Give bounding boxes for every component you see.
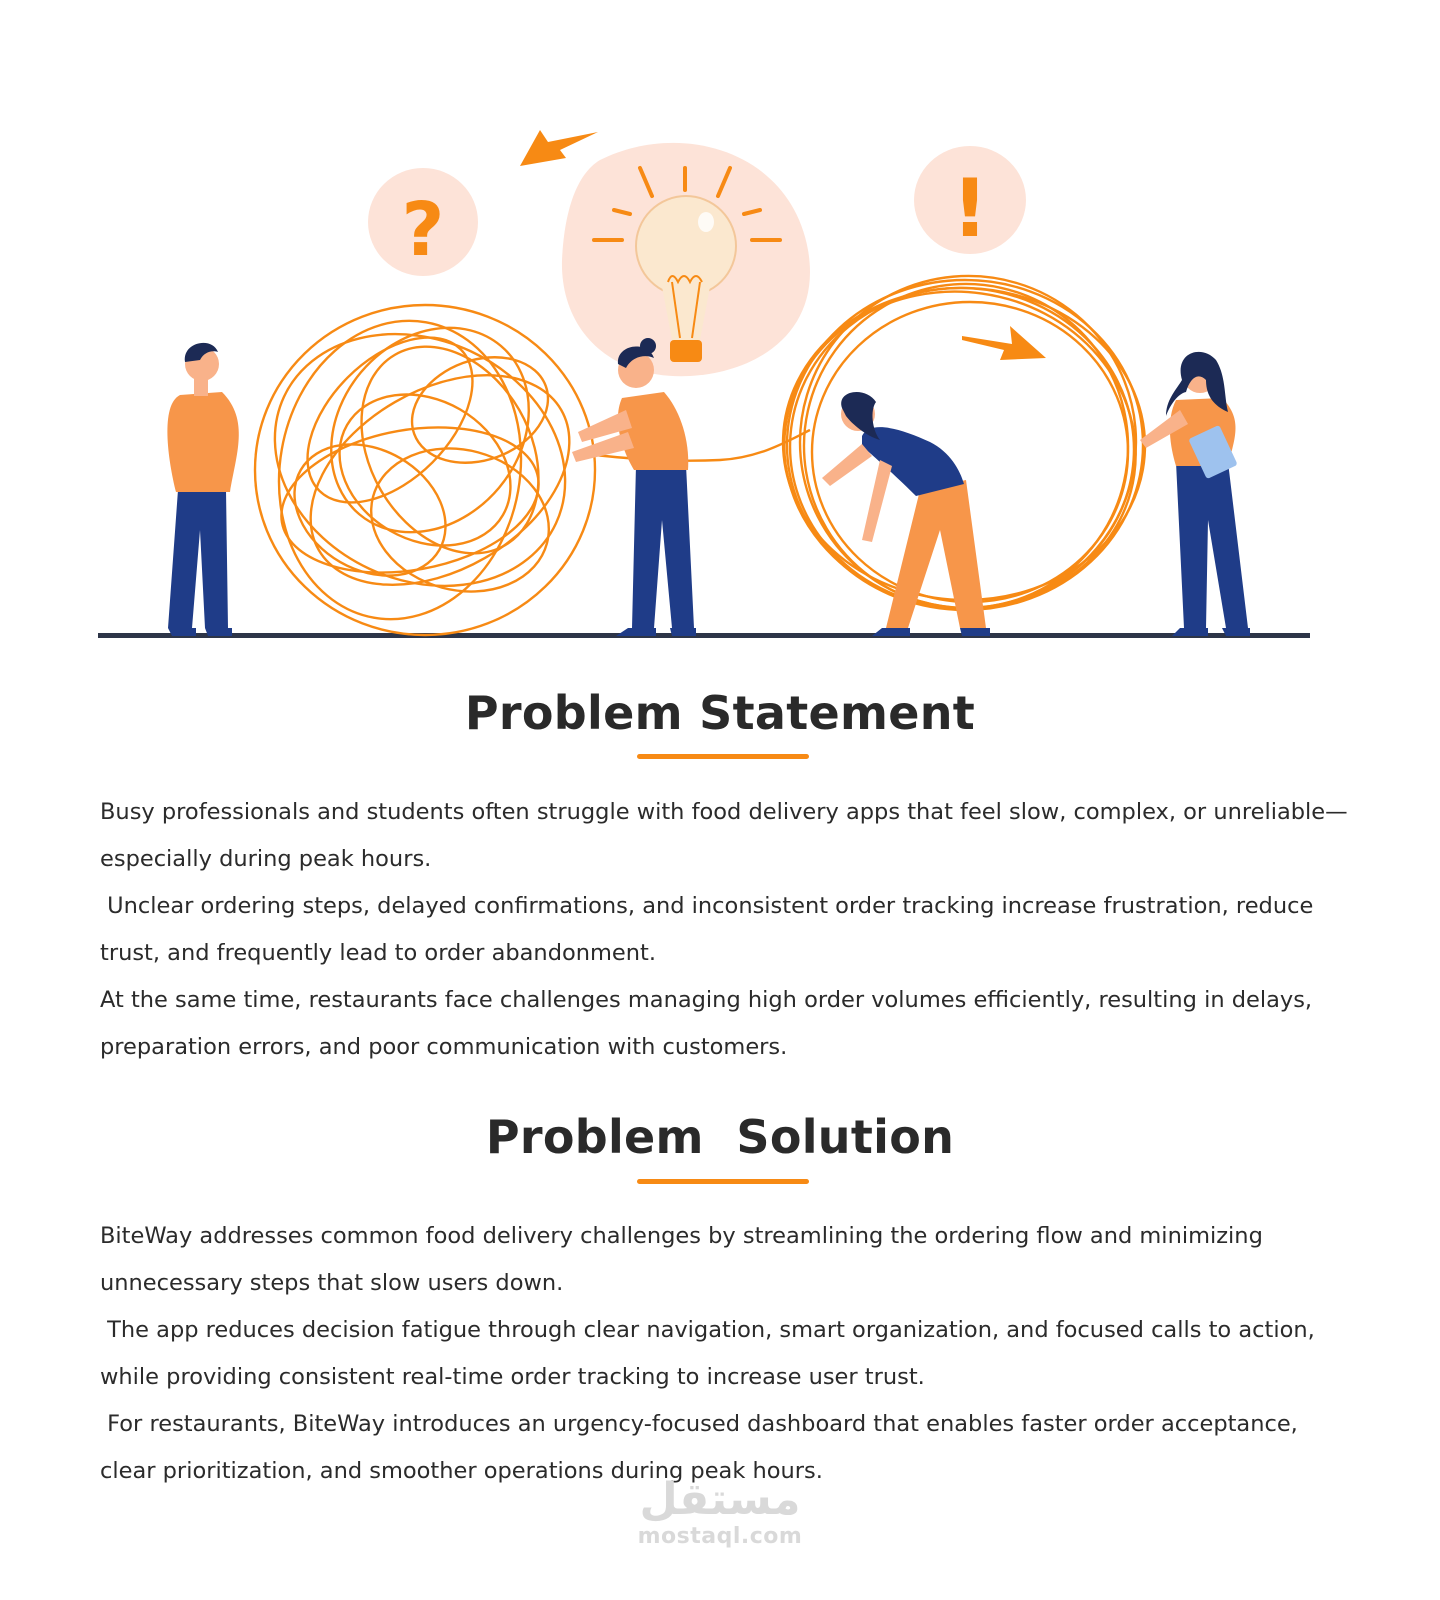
- problem-statement-paragraph-1: Busy professionals and students often struggle with food delivery apps that feel slow, complex, or unreliable—especially during peak hours.: [100, 799, 1348, 872]
- person-figure-woman-center: [572, 338, 696, 636]
- exclamation-mark-icon: [914, 146, 1026, 255]
- exclamation-glyph: !: [951, 162, 989, 255]
- problem-statement-underline: [637, 754, 809, 759]
- person-figure-left-man: [167, 343, 238, 636]
- watermark-arabic: مستقل: [639, 1474, 801, 1525]
- problem-statement-title: Problem Statement: [464, 686, 976, 740]
- problem-solution-body: [100, 1213, 1350, 1495]
- problem-solution-paragraph-2: The app reduces decision fatigue through clear navigation, smart organization, and focused calls to action, while providing consistent real-time order tracking to increase user trust.: [100, 1317, 1322, 1390]
- problem-solution-paragraph-3: For restaurants, BiteWay introduces an urgency-focused dashboard that enables faster order acceptance, clear prioritization, and smoother operations during peak hours.: [100, 1411, 1305, 1484]
- problem-statement-body: [100, 789, 1350, 1071]
- person-figure-woman-right: [1140, 352, 1250, 636]
- ground-line: [98, 633, 1310, 638]
- watermark-url: mostaql.com: [637, 1524, 803, 1549]
- problem-statement-paragraph-2: Unclear ordering steps, delayed confirmations, and inconsistent order tracking increase frustration, reduce trust, and frequently lead to order abandonment.: [100, 893, 1321, 966]
- question-glyph: ?: [401, 187, 445, 273]
- problem-solution-title: Problem Solution: [485, 1110, 955, 1164]
- mostaql-watermark: [620, 1476, 820, 1550]
- person-figure-woman-bending: [822, 392, 990, 636]
- hero-illustration: [0, 0, 1440, 660]
- question-mark-icon: [368, 168, 478, 276]
- problem-solution-paragraph-1: BiteWay addresses common food delivery challenges by streamlining the ordering flow and minimizing unnecessary steps that slow users down.: [100, 1223, 1271, 1296]
- problem-statement-paragraph-3: At the same time, restaurants face challenges managing high order volumes efficiently, resulting in delays, preparation errors, and poor communication with customers.: [100, 987, 1320, 1060]
- problem-solution-underline: [637, 1179, 809, 1184]
- lightbulb-icon: [562, 143, 810, 376]
